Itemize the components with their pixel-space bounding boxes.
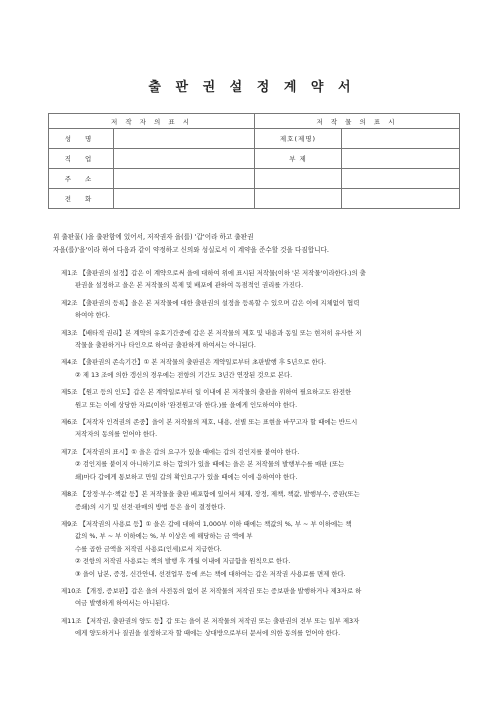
intro-line: 위 출판물( )을 출판함에 있어서, 저작권자 을(를) '갑'이라 하고 출판권 <box>53 233 254 241</box>
article-line: 제11조 【저작권, 출판권의 양도 등】갑 또는 을이 본 저작물의 저작권 또는 출판권의 전부 또는 일부 제3자 <box>61 616 360 625</box>
work-extra-1 <box>255 169 342 189</box>
article-line: 저작자의 동의를 얻어야 한다. <box>75 430 158 439</box>
article-line: 값의 %, 부 ~ 부 이하에는 %, 부 이상은 에 해당하는 금 액에 부 <box>75 532 253 541</box>
work-extra-2 <box>255 189 342 209</box>
subtitle-value <box>342 149 460 169</box>
intro-paragraph <box>53 231 463 256</box>
article-line: ② 전항의 저작권 사용료는 책의 발행 후 개월 이내에 지급함을 원칙으로 한다. <box>75 557 291 566</box>
article-8 <box>61 488 461 513</box>
intro-line: 자을(를)'을'이라 하여 다음과 같이 약정하고 신의와 성실로서 이 계약을 준수할 것을 다짐합니다. <box>53 245 329 254</box>
article-6 <box>61 416 461 441</box>
name-label: 성 명 <box>49 129 114 149</box>
article-line: 제6조 【저작자 인격권의 존중】을이 본 저작물의 제호, 내용, 선별 또는 표현을 바꾸고자 할 때에는 반드시 <box>61 418 358 427</box>
article-1 <box>61 267 461 292</box>
phone-value <box>114 189 255 209</box>
article-line: 제9조 【저작권의 사용료 등】① 을은 갑에 대하여 1,000부 이하 때에는 책값의 %, 부 ~ 부 이하에는 책 <box>61 519 352 528</box>
address-label: 주 소 <box>49 169 114 189</box>
article-line: ② 검인지를 붙이지 아니하기로 하는 합의가 있을 때에는 을은 본 저작물의 발행부수를 매판 (또는 <box>75 460 345 469</box>
article-line: ② 제 13 조에 의한 갱신의 경우에는 전항의 기간도 3년간 연장된 것으로 본다. <box>75 370 293 379</box>
article-line: 제5조 【원고 등의 인도】갑은 본 계약일로부터 일 이내에 본 저작물의 출판을 위하여 필요하고도 완전한 <box>61 388 352 397</box>
article-line: 쇄)마다 갑에게 통보하고 만일 갑의 확인요구가 있을 때에는 이에 응하여야 한다. <box>75 472 298 481</box>
article-2 <box>61 297 461 322</box>
phone-label: 전 화 <box>49 189 114 209</box>
article-line: 제8조 【장정·부수·책값 등】본 저작물을 출판 배포함에 있어서 체재, 장정, 제책, 책값, 발행부수, 증판(또는 <box>61 490 360 499</box>
article-3 <box>61 327 461 352</box>
article-line: 에게 양도하거나 질권을 설정하고자 할 때에는 상대방으로부터 문서에 의한 동의를 얻어야 한다. <box>75 629 341 638</box>
article-line: 여금 발행하게 하여서는 아니된다. <box>75 599 170 608</box>
article-line: 제10조 【개정, 증보판】갑은 을의 사전동의 없이 본 저작물의 저작권 또는 증보판을 발행하거나 제3자로 하 <box>61 586 362 595</box>
name-value <box>114 129 255 149</box>
article-4 <box>61 356 461 381</box>
article-line: 판권을 설정하고 을은 본 저작물의 복제 및 배포에 관하여 독점적인 권리를 가진다. <box>75 281 304 290</box>
article-line: 제2조 【출판권의 등록】을은 본 저작물에 대한 출판권의 설정을 등록할 수 있으며 갑은 이에 지체없이 협력 <box>61 298 360 307</box>
article-line: 수를 곱한 금액을 저작권 사용료(인세)로서 지급한다. <box>75 544 222 553</box>
article-list <box>61 267 461 645</box>
article-7 <box>61 446 461 483</box>
subtitle-label: 부 제 <box>255 149 342 169</box>
article-line: 원고 또는 이에 상당한 자료(이하 '완전원고'라 한다.)를 을에게 인도하여야 한다. <box>75 400 298 409</box>
address-value <box>114 169 255 189</box>
article-line: 제7조 【저작권의 표시】① 을은 갑의 요구가 있을 때에는 갑의 검인지를 붙여야 한다. <box>61 447 300 456</box>
article-line: ③ 을이 납본, 증정, 신간안내, 선전업무 등에 쓰는 책에 대하여는 갑은 저작권 사용료를 면제 한다. <box>75 569 346 578</box>
title-value <box>342 129 460 149</box>
article-line: 증쇄)의 시기 및 선전·판매의 방법 등은 을이 결정한다. <box>75 502 226 511</box>
work-header: 저 작 물 의 표 시 <box>255 114 460 129</box>
work-extra-1-value <box>342 169 460 189</box>
work-extra-2-value <box>342 189 460 209</box>
document-title: 출 판 권 설 정 계 약 서 <box>148 80 356 95</box>
article-line: 하여야 한다. <box>75 311 110 320</box>
job-label: 직 업 <box>49 149 114 169</box>
article-10 <box>61 585 461 610</box>
article-line: 제1조 【출판권의 설정】갑은 이 계약으로써 을에 대하여 위에 표시된 저작물(이하 '본 저작물'이라한다.)의 출 <box>61 269 366 277</box>
article-11 <box>61 615 461 640</box>
article-line: 제4조 【출판권의 존속기간】① 본 저작물의 출판권은 계약일로부터 초판발행 후 5년으로 한다. <box>61 358 327 367</box>
article-line: 작물을 출판하거나 타인으로 하여금 출판하게 하여서는 아니된다. <box>75 341 256 350</box>
author-header: 저 작 자 의 표 시 <box>49 114 255 129</box>
author-work-table <box>48 113 460 209</box>
article-line: 제3조 【배타적 권리】본 계약의 유효기간중에 갑은 본 저작물의 제호 및 내용과 동일 또는 현저히 유사한 저 <box>61 328 362 337</box>
job-value <box>114 149 255 169</box>
article-5 <box>61 386 461 411</box>
title-label: 제호(제명) <box>255 129 342 149</box>
article-9 <box>61 518 461 580</box>
